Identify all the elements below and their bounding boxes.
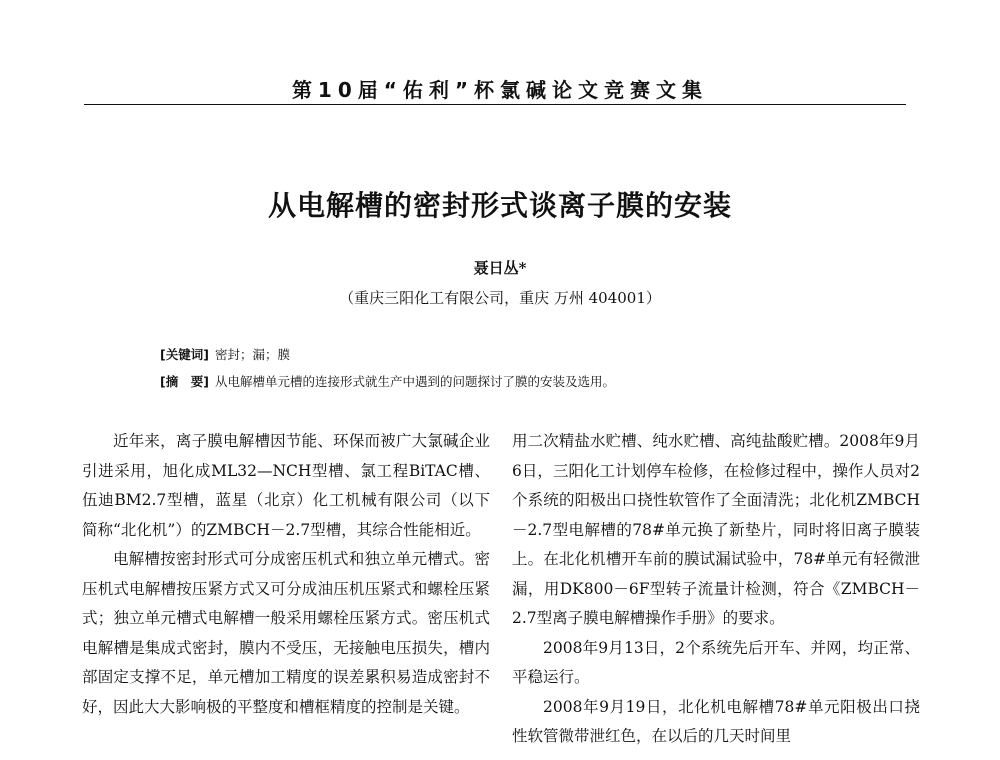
abstract-line — [160, 372, 880, 390]
abstract-text: 从电解槽单元槽的连接形式就生产中遇到的问题探讨了膜的安装及选用。 — [214, 374, 615, 389]
running-head: 第10届“佑利”杯氯碱论文竞赛文集 — [291, 78, 709, 102]
paragraph: 电解槽按密封形式可分成密压机式和独立单元槽式。密压机式电解槽按压紧方式又可分成油压机压紧式和螺栓压紧式；独立单元槽式电解槽一般采用螺栓压紧方式。密压机式电解槽是集成式密封，膜内不受压，无接触电压损失，槽内部固定支撑不足，单元槽加工精度的误差累积易造成密封不好，因此大大影响极的平整度和槽框精度的控制是关键。 — [82, 550, 490, 716]
body-column-left — [82, 427, 490, 722]
paragraph: 2008年9月13日，2个系统先后开车、并网，均正常、平稳运行。 — [512, 638, 920, 686]
paragraph: 用二次精盐水贮槽、纯水贮槽、高纯盐酸贮槽。2008年9月6日，三阳化工计划停车检修，在检修过程中，操作人员对2个系统的阳极出口挠性软管作了全面清洗；北化机ZMBCH－2.7型电解槽的78#单元换了新垫片，同时将旧离子膜装上。在北化机槽开车前的膜试漏试验中，78#单元有轻微泄漏，用DK800－6F型转子流量计检测，符合《ZMBCH－2.7型离子膜电解槽操作手册》的要求。 — [512, 432, 920, 627]
keywords-text: 密封；漏；膜 — [214, 347, 290, 362]
author-name: 聂日丛* — [473, 259, 527, 277]
author-affiliation: （重庆三阳化工有限公司，重庆 万州 404001） — [339, 289, 661, 307]
keywords-label: [关键词] — [160, 347, 209, 362]
keywords-line — [160, 345, 880, 363]
article-title: 从电解槽的密封形式谈离子膜的安装 — [267, 189, 732, 222]
paragraph: 2008年9月19日，北化机电解槽78#单元阳极出口挠性软管微带泄红色，在以后的几天时间里 — [512, 697, 920, 745]
body-column-right — [512, 427, 920, 752]
paragraph: 近年来，离子膜电解槽因节能、环保而被广大氯碱企业引进采用，旭化成ML32—NCH型槽、氯工程BiTAC槽、伍迪BM2.7型槽，蓝星（北京）化工机械有限公司（以下简称“北化机”）的ZMBCH－2.7型槽，其综合性能相近。 — [82, 432, 490, 539]
abstract-label: [摘 要] — [160, 374, 209, 389]
header-rule — [84, 104, 906, 105]
